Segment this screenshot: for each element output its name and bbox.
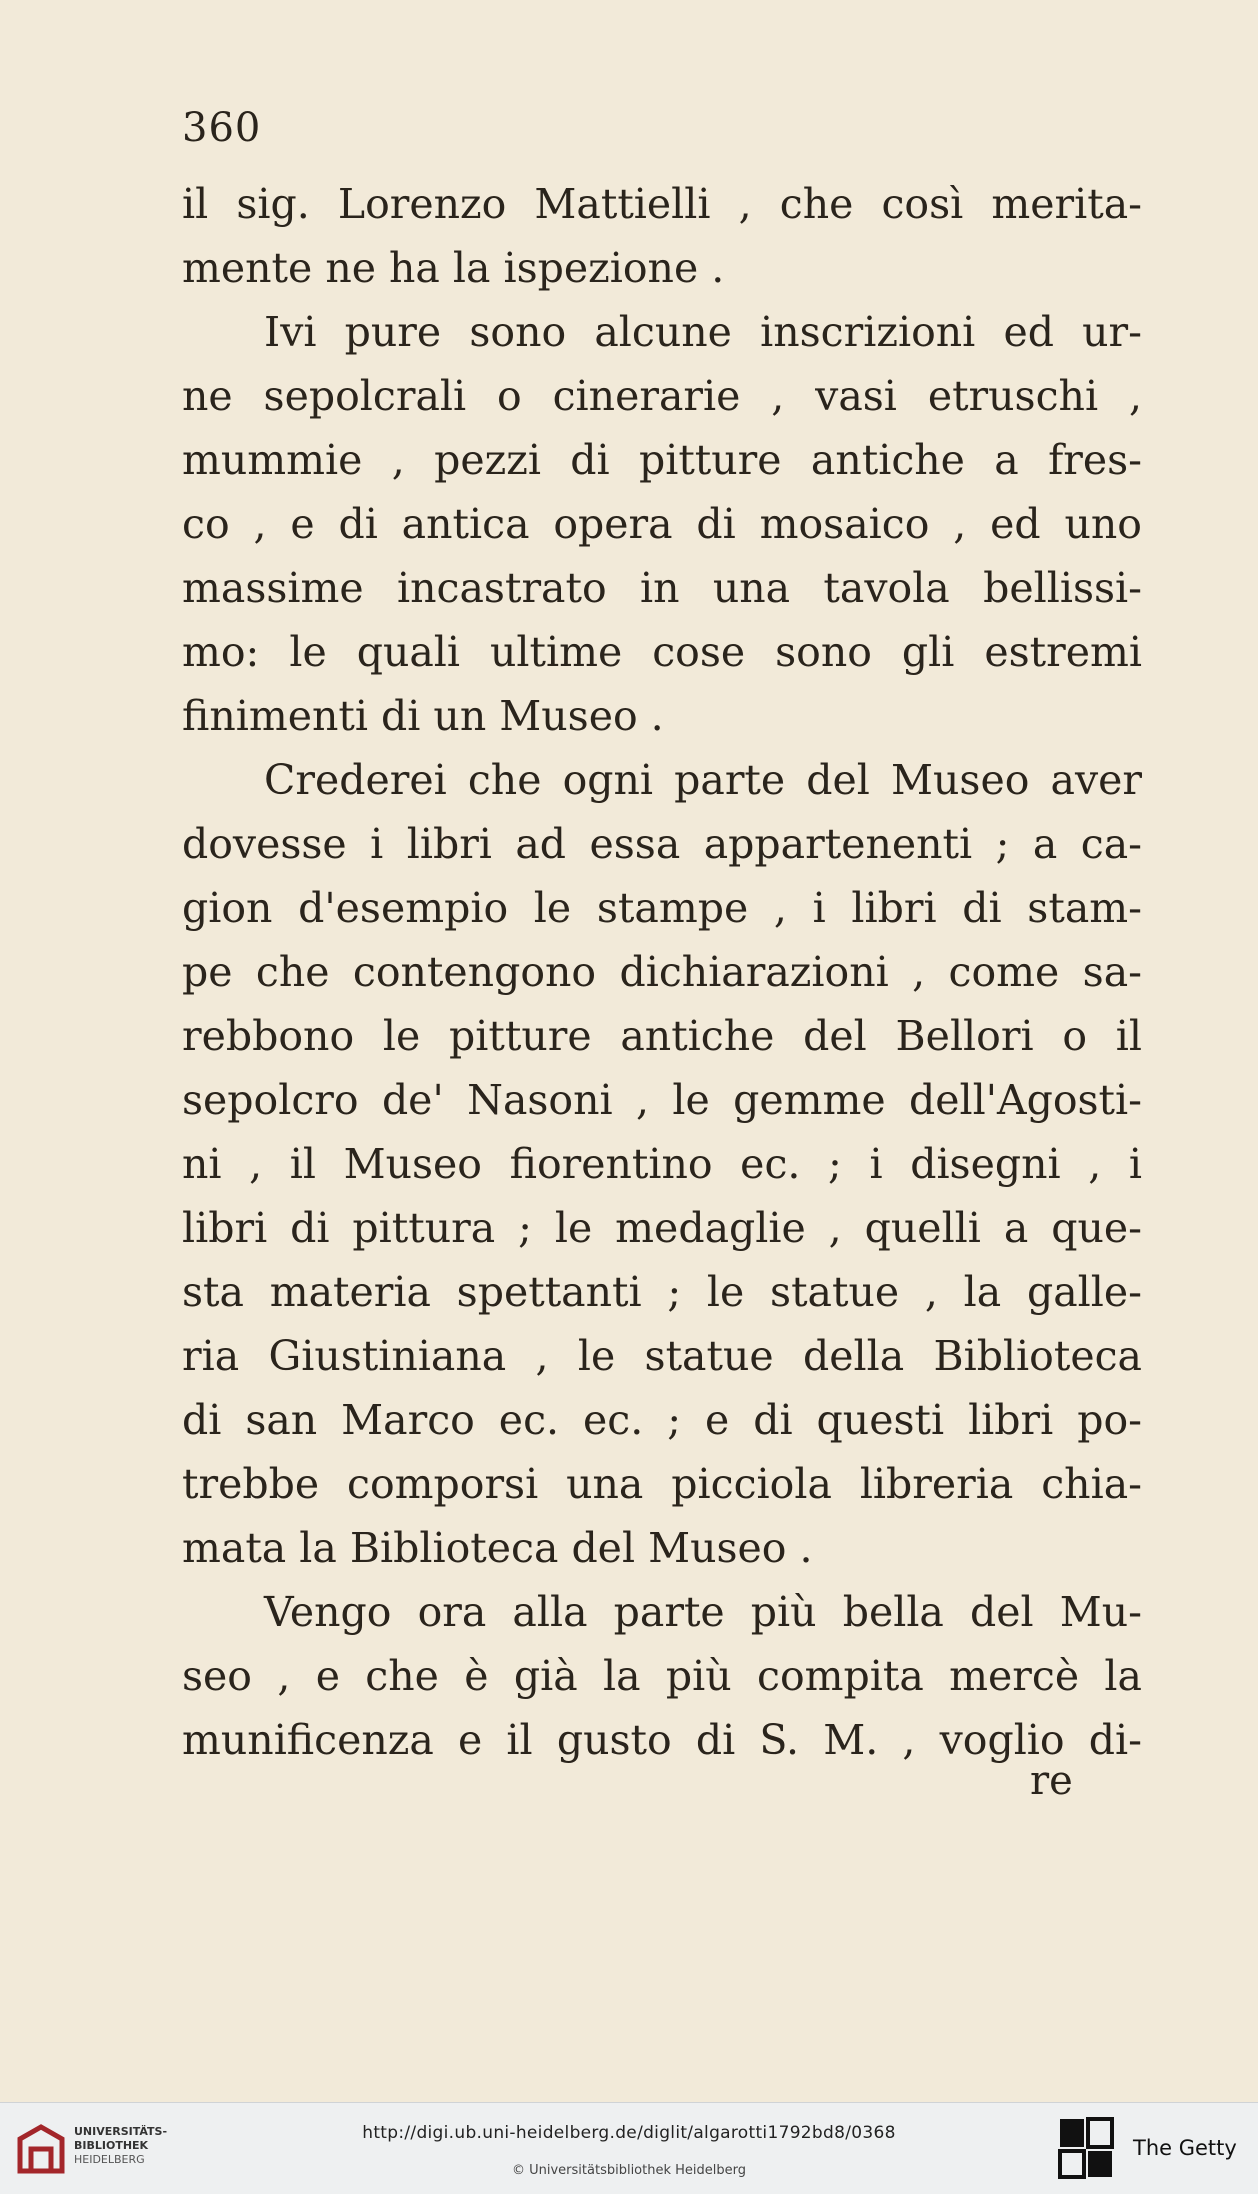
- page-number: 360: [182, 105, 262, 151]
- text-line: mata la Biblioteca del Museo .: [182, 1524, 813, 1572]
- text-line: mummie , pezzi di pitture antiche a fres-: [182, 436, 1142, 484]
- catchword: re: [1030, 1758, 1073, 1804]
- text-line: trebbe comporsi una picciola libreria chia-: [182, 1460, 1142, 1508]
- text-line: co , e di antica opera di mosaico , ed uno: [182, 500, 1142, 548]
- text-line: dovesse i libri ad essa appartenenti ; a ca-: [182, 820, 1142, 868]
- library-line: UNIVERSITÄTS-: [74, 2125, 168, 2138]
- text-line: gion d'esempio le stampe , i libri di stam-: [182, 884, 1142, 932]
- copyright-notice: © Universitätsbibliothek Heidelberg: [511, 2163, 746, 2178]
- viewer-footer: [0, 2102, 1258, 2194]
- text-line: rebbono le pitture antiche del Bellori o il: [182, 1012, 1142, 1060]
- text-line: Crederei che ogni parte del Museo aver: [264, 756, 1142, 804]
- getty-label[interactable]: The Getty: [1133, 2136, 1237, 2160]
- text-line: seo , e che è già la più compita mercè la: [182, 1652, 1142, 1700]
- text-line: ni , il Museo fiorentino ec. ; i disegni , i: [182, 1140, 1142, 1188]
- text-line: sta materia spettanti ; le statue , la galle-: [182, 1268, 1142, 1316]
- text-line: Vengo ora alla parte più bella del Mu-: [264, 1588, 1142, 1636]
- text-line: mente ne ha la ispezione .: [182, 244, 725, 292]
- text-line: munificenza e il gusto di S. M. , voglio di-: [182, 1716, 1142, 1764]
- library-line: HEIDELBERG: [74, 2153, 145, 2166]
- text-line: massime incastrato in una tavola bellissi-: [182, 564, 1142, 612]
- text-line: sepolcro de' Nasoni , le gemme dell'Agosti-: [182, 1076, 1142, 1124]
- text-line: di san Marco ec. ec. ; e di questi libri po-: [182, 1396, 1142, 1444]
- permalink-url[interactable]: http://digi.ub.uni-heidelberg.de/diglit/algarotti1792bd8/0368: [362, 2123, 896, 2143]
- body-text: [182, 172, 1142, 1772]
- text-line: mo: le quali ultime cose sono gli estremi: [182, 628, 1142, 676]
- library-line: BIBLIOTHEK: [74, 2139, 149, 2152]
- text-line: pe che contengono dichiarazioni , come sa-: [182, 948, 1142, 996]
- text-line: Ivi pure sono alcune inscrizioni ed ur-: [264, 308, 1142, 356]
- text-line: il sig. Lorenzo Mattielli , che così merita-: [182, 180, 1142, 228]
- text-line: ria Giustiniana , le statue della Biblioteca: [182, 1332, 1142, 1380]
- getty-logo-icon[interactable]: [1058, 2117, 1114, 2179]
- text-line: finimenti di un Museo .: [182, 692, 664, 740]
- text-line: ne sepolcrali o cinerarie , vasi etruschi ,: [182, 372, 1142, 420]
- text-line: libri di pittura ; le medaglie , quelli a que-: [182, 1204, 1142, 1252]
